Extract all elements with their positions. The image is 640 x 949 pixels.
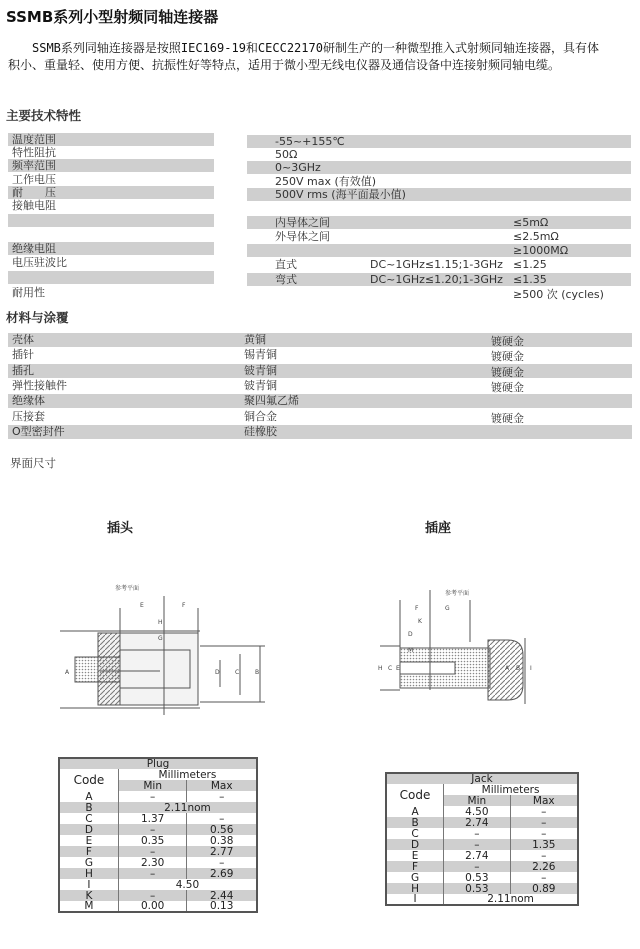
dim-label: K: [418, 618, 422, 625]
max-header: Max: [510, 795, 578, 806]
min-cell: 1.37: [118, 813, 187, 824]
spec-value-row: [247, 230, 631, 243]
min-cell: –: [118, 791, 187, 802]
material-part: 弹性接触件: [12, 378, 67, 392]
max-cell: 2.26: [510, 861, 578, 872]
spec-value: -55~+155℃: [275, 135, 345, 148]
spec-value-row: [247, 188, 631, 201]
dim-label: C: [388, 665, 393, 672]
material-name: 铜合金: [244, 409, 277, 423]
code-cell: D: [386, 839, 444, 850]
spec-label: [8, 271, 214, 284]
spec-value-row: [247, 135, 631, 148]
table-row: [59, 879, 257, 890]
max-cell: –: [187, 857, 257, 868]
min-cell: 2.74: [444, 817, 510, 828]
min-cell: 0.53: [444, 872, 510, 883]
table-row: [59, 802, 257, 813]
material-coating: 镀硬金: [491, 335, 524, 348]
jack-title: 插座: [425, 521, 452, 536]
reference-plane-label: 参考平面: [445, 590, 470, 597]
dim-label: A: [505, 665, 510, 672]
material-coating: 镀硬金: [491, 411, 524, 425]
spec-label: [8, 228, 214, 241]
dim-label: E: [140, 602, 144, 609]
spec-value-row: [247, 175, 631, 188]
min-cell: 4.50: [444, 806, 510, 817]
spec-limit: ≤2.5mΩ: [513, 230, 559, 243]
material-part: O型密封件: [12, 424, 65, 438]
dim-label: G: [445, 605, 450, 612]
dim-label: F: [415, 605, 419, 612]
dim-label: F: [182, 602, 186, 609]
spec-value: 外导体之间: [275, 230, 330, 243]
spec-label: 电压驻波比: [12, 256, 67, 269]
code-cell: C: [59, 813, 118, 824]
spec-value: 内导体之间: [275, 216, 330, 229]
dim-label: H: [158, 619, 163, 626]
code-cell: I: [386, 894, 444, 905]
spec-condition: DC~1GHz≤1.20;1-3GHz: [370, 273, 503, 286]
max-cell: 0.13: [187, 901, 257, 912]
max-cell: 0.89: [510, 883, 578, 894]
min-cell: –: [444, 839, 510, 850]
spec-heading: 主要技术特性: [6, 108, 82, 123]
spec-value-row: [247, 288, 631, 301]
material-row: [8, 333, 632, 347]
code-cell: B: [386, 817, 444, 828]
spec-label: 温度范围: [8, 133, 214, 146]
plug-title: 插头: [107, 521, 134, 536]
code-cell: D: [59, 824, 118, 835]
spec-label: 绝缘电阻: [8, 242, 214, 255]
min-cell: 0.35: [118, 835, 187, 846]
code-cell: A: [386, 806, 444, 817]
max-cell: –: [510, 872, 578, 883]
material-row: [8, 394, 632, 408]
table-header-row: [59, 769, 257, 780]
spec-value: 弯式: [275, 273, 297, 286]
min-cell: 2.11nom: [118, 802, 257, 813]
max-cell: 1.35: [510, 839, 578, 850]
spec-value-row: [247, 161, 631, 174]
spec-label: 特性阻抗: [12, 146, 56, 159]
table-title: Jack: [386, 773, 578, 784]
min-cell: –: [444, 861, 510, 872]
materials-heading: 材料与涂覆: [6, 310, 69, 325]
spec-value-row: [247, 273, 631, 286]
material-row: [8, 348, 632, 362]
spec-limit: ≤1.25: [513, 258, 547, 271]
spec-value: 500V rms (海平面最小值): [275, 188, 406, 201]
min-cell: –: [118, 890, 187, 901]
material-row: [8, 410, 632, 424]
material-name: 铍青铜: [244, 363, 277, 377]
table-row: [59, 813, 257, 824]
code-cell: H: [59, 868, 118, 879]
min-cell: –: [118, 824, 187, 835]
table-row: [59, 791, 257, 802]
max-cell: 2.77: [187, 846, 257, 857]
spec-limit: ≥1000MΩ: [513, 244, 569, 257]
material-coating: 镀硬金: [491, 380, 524, 394]
min-cell: 2.74: [444, 850, 510, 861]
spec-value-row: [247, 148, 631, 161]
min-header: Min: [444, 795, 510, 806]
max-cell: 2.44: [187, 890, 257, 901]
max-header: Max: [187, 780, 257, 791]
material-part: 壳体: [12, 333, 34, 346]
min-cell: 0.00: [118, 901, 187, 912]
plug-drawing: [60, 560, 280, 720]
material-coating: 镀硬金: [491, 350, 524, 364]
table-row: [386, 894, 578, 905]
material-coating: 镀硬金: [491, 365, 524, 379]
max-cell: –: [510, 828, 578, 839]
material-name: 黄铜: [244, 333, 266, 346]
code-cell: K: [59, 890, 118, 901]
min-cell: –: [118, 846, 187, 857]
material-part: 绝缘体: [12, 394, 45, 408]
spec-value: 0~3GHz: [275, 161, 321, 174]
plug-dimension-table: [58, 757, 258, 913]
code-cell: C: [386, 828, 444, 839]
dim-label: G: [158, 635, 163, 642]
spec-label: [8, 214, 214, 227]
table-row: [59, 868, 257, 879]
table-row: [386, 817, 578, 828]
material-name: 铍青铜: [244, 378, 277, 392]
table-row: [59, 857, 257, 868]
spec-condition: DC~1GHz≤1.15;1-3GHz: [370, 258, 503, 271]
table-row: [59, 846, 257, 857]
code-cell: F: [59, 846, 118, 857]
spec-label: 工作电压: [12, 173, 56, 186]
spec-limit: ≤5mΩ: [513, 216, 549, 229]
reference-plane-label: 参考平面: [115, 585, 140, 592]
code-cell: E: [386, 850, 444, 861]
spec-limit: ≥500 次 (cycles): [513, 288, 604, 301]
code-header: Code: [59, 769, 118, 791]
spec-value: 50Ω: [275, 148, 298, 161]
code-cell: E: [59, 835, 118, 846]
max-cell: –: [187, 813, 257, 824]
dim-label: E: [396, 665, 400, 672]
dim-label: A: [65, 669, 70, 676]
code-cell: B: [59, 802, 118, 813]
jack-drawing: [370, 570, 540, 720]
material-row: [8, 379, 632, 393]
dim-label: B: [255, 669, 260, 676]
code-cell: G: [386, 872, 444, 883]
code-cell: H: [386, 883, 444, 894]
spec-value: 直式: [275, 258, 297, 271]
table-row: [386, 828, 578, 839]
dim-label: D: [408, 631, 413, 638]
table-row: [386, 861, 578, 872]
max-cell: 2.69: [187, 868, 257, 879]
min-cell: –: [118, 868, 187, 879]
table-row: [386, 806, 578, 817]
table-row: [59, 835, 257, 846]
table-row: [59, 901, 257, 912]
max-cell: –: [510, 850, 578, 861]
table-row: [386, 839, 578, 850]
code-header: Code: [386, 784, 444, 806]
max-cell: –: [510, 817, 578, 828]
dim-label: H: [378, 665, 383, 672]
spec-value-row: [247, 244, 631, 257]
spec-value-row: [247, 216, 631, 229]
material-name: 锡青铜: [244, 348, 277, 362]
material-part: 插针: [12, 348, 34, 362]
unit-header: Millimeters: [118, 769, 257, 780]
code-cell: I: [59, 879, 118, 890]
spec-value-row: [247, 258, 631, 271]
material-row: [8, 425, 632, 439]
table-title-row: [386, 773, 578, 784]
min-cell: 2.30: [118, 857, 187, 868]
min-cell: –: [444, 828, 510, 839]
dim-label: C: [235, 669, 240, 676]
spec-value: 250V max (有效值): [275, 175, 377, 188]
max-cell: –: [187, 791, 257, 802]
min-header: Min: [118, 780, 187, 791]
material-part: 压接套: [12, 409, 45, 423]
code-cell: A: [59, 791, 118, 802]
spec-label: 耐 压: [8, 186, 214, 199]
dim-label: I: [530, 665, 532, 672]
table-title: Plug: [59, 758, 257, 769]
dim-label: M: [408, 647, 414, 654]
max-cell: 0.56: [187, 824, 257, 835]
dim-label: B: [516, 665, 521, 672]
code-cell: G: [59, 857, 118, 868]
intro-text: SSMB系列同轴连接器是按照IEC169-19和CECC22170研制生产的一种微型推入式射频同轴连接器，具有体 积小、重量轻、使用方便、抗振性好等特点，适用于微小型无线电仪器及通信设备中连接射频同轴电缆。: [8, 41, 599, 72]
table-row: [59, 824, 257, 835]
table-row: [386, 850, 578, 861]
table-row: [386, 872, 578, 883]
spec-label: 耐用性: [12, 286, 45, 299]
spec-limit: ≤1.35: [513, 273, 547, 286]
material-row: [8, 364, 632, 378]
material-part: 插孔: [12, 363, 34, 377]
material-name: 硅橡胶: [244, 424, 277, 438]
interface-heading: 界面尺寸: [10, 456, 56, 470]
page-title: SSMB系列小型射频同轴连接器: [6, 8, 219, 26]
code-cell: M: [59, 901, 118, 912]
max-cell: –: [510, 806, 578, 817]
table-header-row: [386, 784, 578, 795]
table-title-row: [59, 758, 257, 769]
max-cell: 0.38: [187, 835, 257, 846]
min-cell: 0.53: [444, 883, 510, 894]
jack-dimension-table: [385, 772, 579, 906]
spec-label: 频率范围: [8, 159, 214, 172]
min-cell: 2.11nom: [444, 894, 578, 905]
material-name: 聚四氟乙烯: [244, 394, 299, 408]
min-cell: 4.50: [118, 879, 257, 890]
dim-label: D: [215, 669, 220, 676]
spec-label: 接触电阻: [12, 199, 56, 212]
spec-value-row: [247, 201, 631, 214]
code-cell: F: [386, 861, 444, 872]
unit-header: Millimeters: [444, 784, 578, 795]
